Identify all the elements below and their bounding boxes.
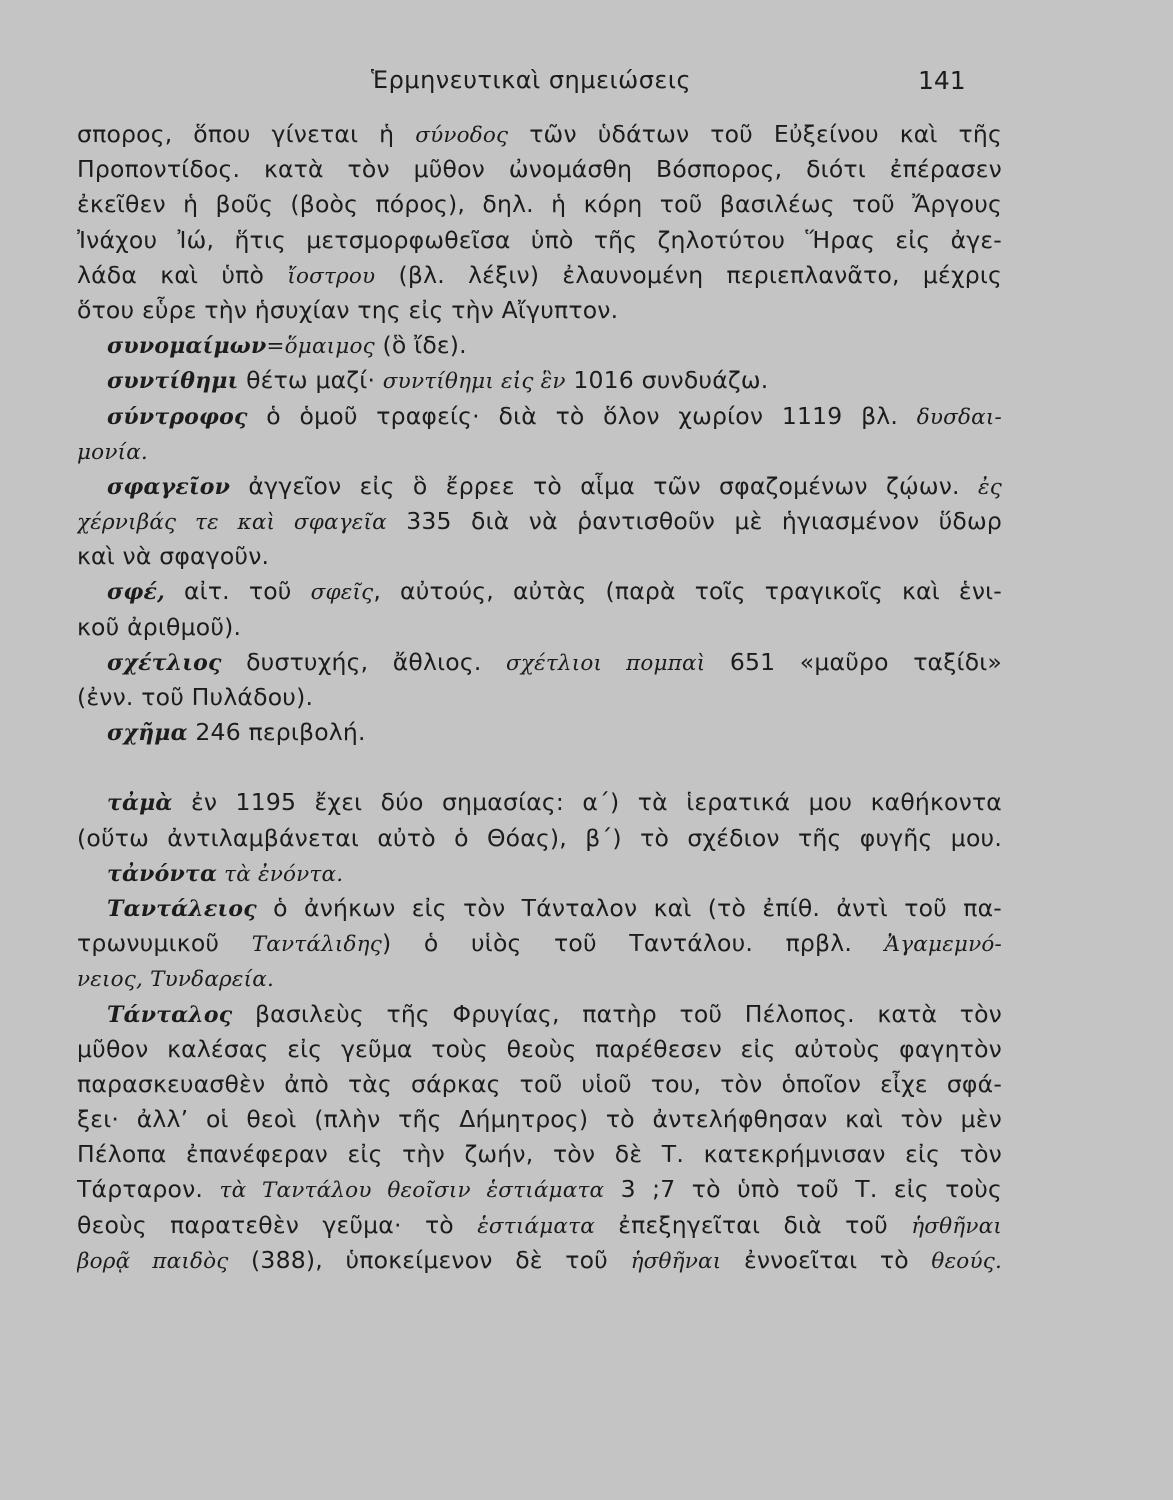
text-line	[77, 293, 1002, 328]
text-line	[77, 1067, 1002, 1102]
text-line	[77, 1032, 1002, 1067]
text-run: ἀγγεῖον εἰς ὃ ἔρρεε τὸ αἷμα τῶν σφαζομένων ζῴων.	[230, 471, 979, 500]
text-run: 1016 συνδυάζω.	[565, 366, 769, 395]
text-line	[77, 645, 1002, 680]
text-line	[77, 399, 1002, 434]
text-run: τρωνυμικοῦ	[77, 929, 252, 958]
text-run: τῶν ὑδάτων τοῦ Εὐξείνου καὶ τῆς	[508, 120, 1002, 148]
text-run: ἐπεξηγεῖται διὰ τοῦ	[594, 1210, 912, 1239]
italic-citation: νειος, Τυνδαρεία.	[77, 967, 274, 993]
page-number: 141	[918, 66, 966, 95]
text-run: ὅτου εὗρε τὴν ἡσυχίαν της εἰς τὴν Αἴγυπτον.	[77, 295, 619, 324]
headword: σύντροφος	[107, 403, 248, 430]
headword: σχῆμα	[107, 720, 188, 747]
text-run: (388), ὑποκείμενον δὲ τοῦ	[228, 1245, 631, 1274]
text-run: (οὕτω ἀντιλαμβάνεται αὐτὸ ὁ Θόας), β΄) τὸ σχέδιον τῆς φυγῆς μου.	[77, 823, 1002, 852]
text-line	[77, 539, 1002, 574]
headword: σφέ,	[107, 579, 165, 606]
text-line	[77, 961, 1002, 996]
headword: συνομαίμων	[107, 333, 267, 360]
italic-citation: ἡσθῆναι	[630, 1248, 722, 1274]
text-run: ἐκεῖθεν ἡ βοῦς (βοὸς πόρος), δηλ. ἡ κόρη τοῦ βασιλέως τοῦ Ἄργους	[77, 190, 1002, 219]
text-line	[77, 1208, 1002, 1243]
text-run: αἰτ. τοῦ	[164, 577, 311, 606]
italic-citation: βορᾷ παιδὸς	[77, 1248, 229, 1274]
text-run: ξει· ἀλλ’ οἱ θεοὶ (πλὴν τῆς Δήμητρος) τὸ ἀντελήφθησαν καὶ τὸν μὲν	[77, 1105, 1002, 1134]
text-line	[77, 1102, 1002, 1137]
text-line	[77, 821, 1002, 856]
text-line	[77, 152, 1002, 187]
italic-citation: σχέτλιοι πομπαὶ	[506, 650, 706, 676]
italic-citation: τὰ ἐνόντα.	[217, 861, 344, 887]
italic-citation: ἡσθῆναι	[911, 1213, 1002, 1239]
text-run: (ἐνν. τοῦ Πυλάδου).	[77, 683, 314, 711]
italic-citation: συντίθημι εἰς ἓν	[382, 369, 566, 395]
italic-citation: =ὅμαιμος	[266, 334, 375, 360]
text-line	[77, 469, 1002, 504]
italic-citation: μονία.	[77, 439, 148, 465]
text-run: μῦθον καλέσας εἰς γεῦμα τοὺς θεοὺς παρέθεσεν εἰς αὐτοὺς φαγητὸν	[77, 1034, 1002, 1063]
text-line	[77, 328, 1002, 363]
text-run: Πέλοπα ἐπανέφεραν εἰς τὴν ζωήν, τὸν δὲ Τ. κατεκρήμνισαν εἰς τὸν	[77, 1140, 1002, 1169]
italic-citation: σύνοδος	[415, 123, 509, 148]
text-line	[77, 504, 1002, 539]
text-line	[77, 610, 1002, 645]
italic-citation: σφεῖς	[310, 580, 374, 606]
headword: τἀμὰ	[107, 790, 173, 817]
text-line	[77, 117, 1002, 152]
text-run: θέτω μαζί·	[238, 366, 383, 395]
text-run: λάδα καὶ ὑπὸ	[77, 260, 288, 289]
text-run: ὁ ἀνήκων εἰς τὸν Τάνταλον καὶ (τὸ ἐπίθ. ἀντὶ τοῦ πα-	[256, 893, 1002, 922]
text-line	[77, 785, 1002, 820]
text-line	[77, 1172, 1002, 1207]
headword: Τάνταλος	[107, 1001, 233, 1028]
text-run: ) ὁ υἱὸς τοῦ Ταντάλου. πρβλ.	[382, 929, 885, 958]
text-run: , αὐτούς, αὐτὰς (παρὰ τοῖς τραγικοῖς καὶ ἑνι-	[373, 577, 1002, 606]
italic-citation: Ἀγαμεμνό-	[884, 932, 1002, 958]
text-run: παρασκευασθὲν ἀπὸ τὰς σάρκας τοῦ υἱοῦ του, τὸν ὁποῖον εἶχε σφά-	[77, 1069, 1002, 1098]
text-run: Τάρταρον.	[77, 1175, 220, 1204]
headword: σχέτλιος	[107, 649, 222, 676]
text-line	[77, 434, 1002, 469]
text-run: 651 «μαῦρο ταξίδι»	[705, 647, 1002, 676]
text-run: βασιλεὺς τῆς Φρυγίας, πατὴρ τοῦ Πέλοπος. κατὰ τὸν	[232, 999, 1002, 1028]
text-run: θεοὺς παρατεθὲν γεῦμα· τὸ	[77, 1210, 478, 1239]
text-run: σπορος, ὅπου γίνεται ἡ	[77, 120, 416, 148]
text-line	[77, 223, 1002, 258]
text-line	[77, 1137, 1002, 1172]
text-run: ὁ ὁμοῦ τραφείς· διὰ τὸ ὅλον χωρίον 1119 βλ.	[247, 401, 917, 430]
italic-citation: ἴοστρου	[287, 263, 376, 289]
text-run: 246 περιβολή.	[187, 718, 366, 747]
glossary-text	[77, 117, 1002, 1278]
text-line	[77, 926, 1002, 961]
text-line	[77, 891, 1002, 926]
headword: συντίθημι	[107, 368, 239, 395]
text-run: δυστυχής, ἄθλιος.	[221, 647, 506, 676]
text-line	[77, 187, 1002, 222]
headword: τἀνόντα	[107, 860, 218, 887]
text-run: ἐν 1195 ἔχει δύο σημασίας: α΄) τὰ ἱερατικά μου καθήκοντα	[172, 788, 1002, 817]
section-gap	[77, 750, 1002, 785]
running-title: Ἑρμηνευτικαὶ σημειώσεις	[371, 66, 692, 94]
italic-citation: ἐς	[978, 474, 1002, 500]
text-line	[77, 1243, 1002, 1278]
text-line	[77, 574, 1002, 609]
headword: Ταντάλειος	[107, 895, 257, 922]
text-run: Προποντίδος. κατὰ τὸν μῦθον ὠνομάσθη Βόσπορος, διότι ἐπέρασεν	[77, 155, 1002, 184]
text-line	[77, 715, 1002, 750]
text-run: καὶ νὰ σφαγοῦν.	[77, 542, 270, 571]
italic-citation: θεούς.	[931, 1248, 1002, 1274]
text-line	[77, 680, 1002, 715]
text-run: (βλ. λέξιν) ἐλαυνομένη περιεπλανᾶτο, μέχρις	[375, 260, 1002, 289]
italic-citation: ἑστιάματα	[477, 1213, 595, 1239]
headword: σφαγεῖον	[107, 473, 231, 500]
text-run: κοῦ ἀριθμοῦ).	[77, 612, 242, 641]
text-line	[77, 856, 1002, 891]
text-line	[77, 997, 1002, 1032]
text-line	[77, 363, 1002, 398]
italic-citation: τὰ Ταντάλου θεοῖσιν ἑστιάματα	[219, 1178, 605, 1204]
text-run: (ὃ ἴδε).	[374, 331, 467, 360]
italic-citation: δυσδαι-	[916, 404, 1002, 430]
text-run: 3 ;7 τὸ ὑπὸ τοῦ Τ. εἰς τοὺς	[604, 1175, 1002, 1204]
text-line	[77, 258, 1002, 293]
italic-citation: Ταντάλιδης	[251, 932, 382, 958]
italic-citation: χέρνιβάς τε καὶ σφαγεῖα	[77, 510, 387, 536]
text-run: ἐννοεῖται τὸ	[721, 1245, 932, 1274]
text-run: Ἰνάχου Ἰώ, ἥτις μετσμορφωθεῖσα ὑπὸ τῆς ζηλοτύτου Ἥρας εἰς ἀγε-	[77, 225, 1002, 254]
text-run: 335 διὰ νὰ ῥαντισθοῦν μὲ ἡγιασμένον ὕδωρ	[386, 507, 1002, 536]
page-header	[0, 66, 1173, 102]
